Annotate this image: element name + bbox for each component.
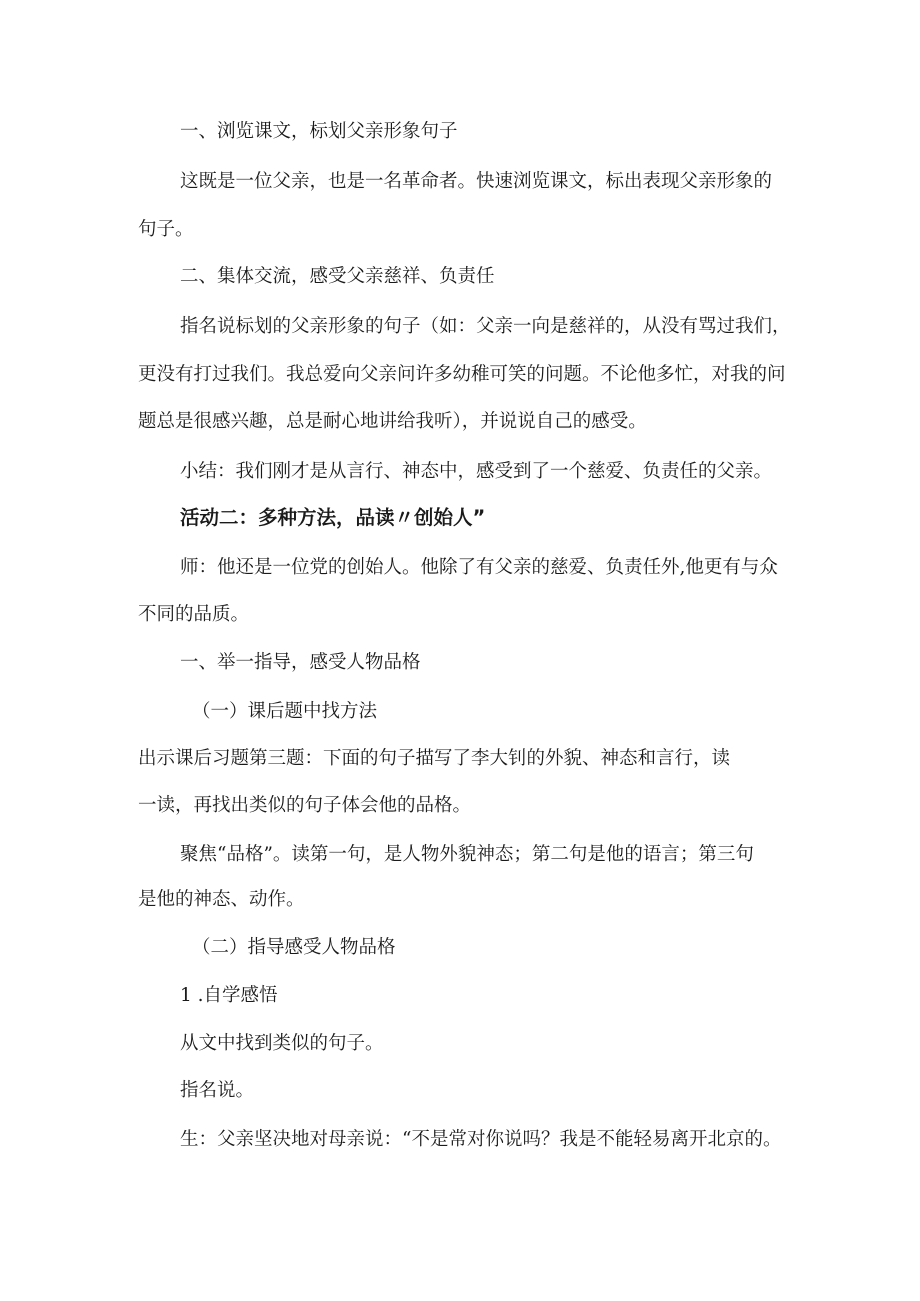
paragraph-line: 更没有打过我们。我总爱向父亲问许多幼稚可笑的问题。不论他多忙，对我的问 [138, 364, 786, 385]
subsection-heading-guide-character: （二）指导感受人物品格 [192, 937, 396, 958]
section-heading-group-exchange: 二、集体交流，感受父亲慈祥、负责任 [180, 266, 495, 287]
paragraph-line: 指名说。 [180, 1080, 255, 1101]
paragraph-line: 句子。 [138, 219, 194, 240]
summary-line: 小结：我们刚才是从言行、神态中，感受到了一个慈爱、负责任的父亲。 [180, 461, 773, 482]
paragraph-line: 从文中找到类似的句子。 [180, 1033, 384, 1054]
paragraph-line: 师：他还是一位党的创始人。他除了有父亲的慈爱、负责任外,他更有与众 [180, 557, 778, 578]
paragraph-line: 出示课后习题第三题：下面的句子描写了李大钊的外貌、神态和言行，读 [138, 748, 731, 769]
section-heading-browse-text: 一、浏览课文，标划父亲形象句子 [180, 121, 458, 142]
activity-two-heading: 活动二：多种方法，品读〃创始人” [180, 506, 486, 529]
paragraph-line: 指名说标划的父亲形象的句子（如：父亲一向是慈祥的，从没有骂过我们， [180, 316, 791, 337]
paragraph-line: 生：父亲坚决地对母亲说：“不是常对你说吗？我是不能轻易离开北京的。 [180, 1129, 782, 1150]
numbered-item-self-study: 1 .自学感悟 [180, 985, 278, 1006]
paragraph-line: 一读，再找出类似的句子体会他的品格。 [138, 795, 472, 816]
paragraph-line: 是他的神态、动作。 [138, 889, 305, 910]
paragraph-line: 不同的品质。 [138, 604, 250, 625]
section-heading-example-guide: 一、举一指导，感受人物品格 [180, 652, 421, 673]
paragraph-line: 聚焦“品格”。读第一句，是人物外貌神态；第二句是他的语言；第三句 [180, 844, 754, 865]
paragraph-line: 这既是一位父亲，也是一名革命者。快速浏览课文，标出表现父亲形象的 [180, 171, 773, 192]
subsection-heading-find-method: （一）课后题中找方法 [192, 701, 378, 722]
paragraph-line: 题总是很感兴趣，总是耐心地讲给我听），并说说自己的感受。 [138, 411, 647, 432]
